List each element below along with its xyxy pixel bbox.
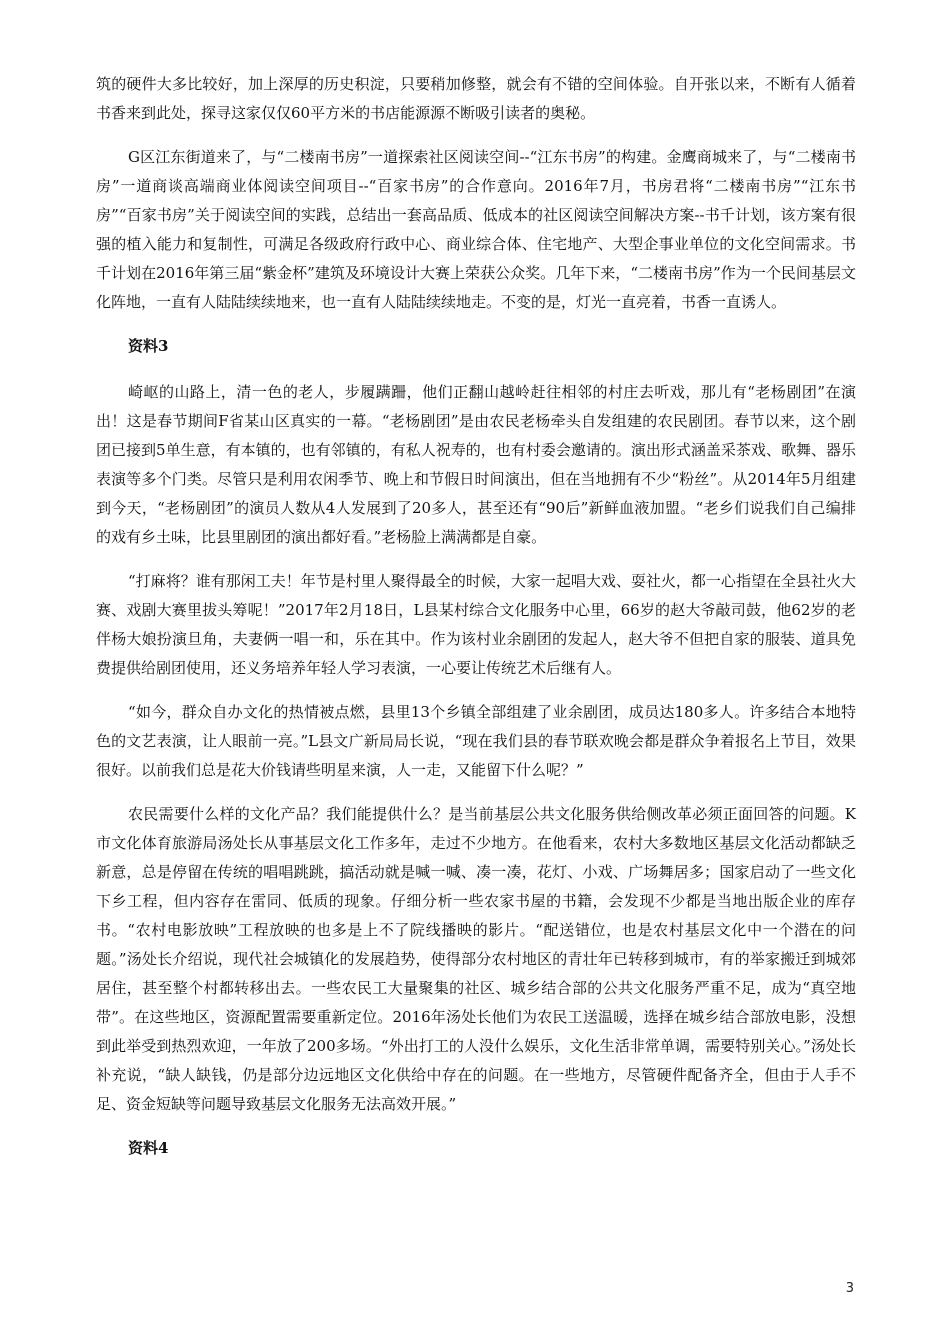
section-heading-material-4: 资料4 [128,1139,169,1157]
page-number: 3 [845,1281,854,1296]
paragraph-county-troupes: “如今，群众自办文化的热情被点燃，县里13个乡镇全部组建了业余剧团，成员达180多人。许多结合本地特色的文艺表演，让人眼前一亮。”L县文广新局局长说，“现在我们县的春节联欢晚会都是群众争着报名上节目，效果很好。以前我们总是花大价钱请些明星来演，人一走，又能留下什么呢？” [96,703,856,779]
paragraph-laoyang-troupe: 崎岖的山路上，清一色的老人，步履蹒跚，他们正翻山越岭赶往相邻的村庄去听戏，那儿有“老杨剧团”在演出！这是春节期间F省某山区真实的一幕。“老杨剧团”是由农民老杨牵头自发组建的农民剧团。春节以来，这个剧团已接到5单生意，有本镇的，也有邻镇的，有私人祝寿的，也有村委会邀请的。演出形式涵盖采茶戏、歌舞、器乐表演等多个门类。尽管只是利用农闲季节、晚上和节假日时间演出，但在当地拥有不少“粉丝”。从2014年5月组建到今天，“老杨剧团”的演员人数从4人发展到了20多人，甚至还有“90后”新鲜血液加盟。“老乡们说我们自己编排的戏有乡土味，比县里剧团的演出都好看。”老杨脸上满满都是自豪。 [96,383,856,546]
paragraph-continuation: 筑的硬件大多比较好，加上深厚的历史积淀，只要稍加修整，就会有不错的空间体验。自开张以来，不断有人循着书香来到此处，探寻这家仅仅60平方米的书店能源源不断吸引读者的奥秘。 [96,75,856,122]
paragraph-zhao-daye: “打麻将？谁有那闲工夫！年节是村里人聚得最全的时候，大家一起唱大戏、耍社火，都一心指望在全县社火大赛、戏剧大赛里拔头筹呢！”2017年2月18日，L县某村综合文化服务中心里，66岁的赵大爷敲司鼓，他62岁的老伴杨大娘扮演旦角，夫妻俩一唱一和，乐在其中。作为该村业余剧团的发起人，赵大爷不但把自家的服装、道具免费提供给剧团使用，还义务培养年轻人学习表演，一心要让传统艺术后继有人。 [96,572,856,677]
section-heading-material-3: 资料3 [128,337,169,355]
paragraph-jiangdong-study: G区江东街道来了，与“二楼南书房”一道探索社区阅读空间--“江东书房”的构建。金鹰商城来了，与“二楼南书房”一道商谈高端商业体阅读空间项目--“百家书房”的合作意向。2016年7月，书房君将“二楼南书房”“江东书房”“百家书房”关于阅读空间的实践，总结出一套高品质、低成本的社区阅读空间解决方案--书千计划，该方案有很强的植入能力和复制性，可满足各级政府行政中心、商业综合体、住宅地产、大型企事业单位的文化空间需求。书千计划在2016年第三届“紫金杯”建筑及环境设计大赛上荣获公众奖。几年下来，“二楼南书房”作为一个民间基层文化阵地，一直有人陆陆续续地来，也一直有人陆陆续续地走。不变的是，灯光一直亮着，书香一直诱人。 [96,148,856,311]
paragraph-director-tang: 农民需要什么样的文化产品？我们能提供什么？是当前基层公共文化服务供给侧改革必须正面回答的问题。K市文化体育旅游局汤处长从事基层文化工作多年，走过不少地方。在他看来，农村大多数地区基层文化活动都缺乏新意，总是停留在传统的唱唱跳跳，搞活动就是喊一喊、凑一凑，花灯、小戏、广场舞居多；国家启动了一些文化下乡工程，但内容存在雷同、低质的现象。仔细分析一些农家书屋的书籍，会发现不少都是当地出版企业的库存书。“农村电影放映”工程放映的也多是上不了院线播映的影片。“配送错位，也是农村基层文化中一个潜在的问题。”汤处长介绍说，现代社会城镇化的发展趋势，使得部分农村地区的青壮年已转移到城市，有的举家搬迁到城郊居住，甚至整个村都转移出去。一些农民工大量聚集的社区、城乡结合部的公共文化服务严重不足，成为“真空地带”。在这些地区，资源配置需要重新定位。2016年汤处长他们为农民工送温暖，选择在城乡结合部放电影，没想到此举受到热烈欢迎，一年放了200多场。“外出打工的人没什么娱乐，文化生活非常单调，需要特别关心。”汤处长补充说，“缺人缺钱，仍是部分边远地区文化供给中存在的问题。在一些地方，尽管硬件配备齐全，但由于人手不足、资金短缺等问题导致基层文化服务无法高效开展。” [96,805,856,1113]
document-body [96,70,856,1180]
